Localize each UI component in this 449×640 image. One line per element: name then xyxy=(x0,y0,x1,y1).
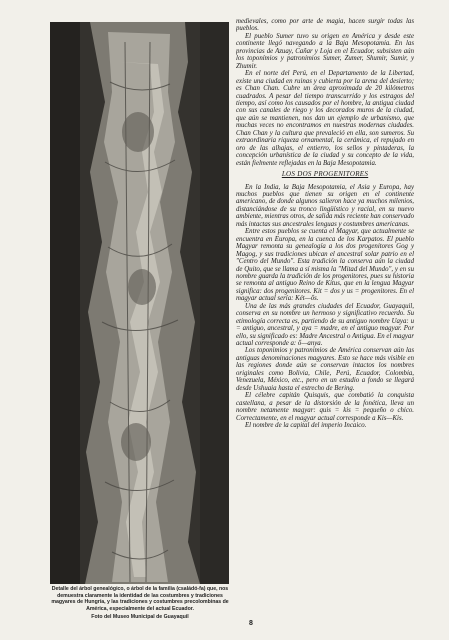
paragraph: El nombre de la capital del imperio Incaico. xyxy=(245,422,367,430)
paragraph: El pueblo Sumer tuvo su origen en América y desde este continente llegó navegando a la Baja Mesopotamia. En las provincias de Azuay, Cañar y Loja en el Ecuador, subsisten aún los toponímios y patronimios Sumer, Zumer, Shumir, Sumir, y Zhumir. xyxy=(236,32,414,70)
paragraph: medievales, como por arte de magia, hacen surgir todas las pueblos. xyxy=(236,18,414,33)
paragraph: En el norte del Perú, en el Departamento de la Libertad, existe una ciudad en ruinas y cubierta por la arena del desierto; es Chan Chan. Cubre un área aproximada de 20 kilómetros cuadrados. A pesar del tiempo transcurrido y los estragos del tiempo, así como los causados por el hombre, la antigua ciudad con sus canales de riego y los decorados muros de la ciudad, que aún se mantienen, nos dan un ejemplo de urbanismo, que muchas veces no encontramos en nuestras modernas ciudades. Chan Chan y la cultura que prevaleció en ella, son sumeros. Su extraordinaria riqueza ornamental, la cerámica, el repujado en oro de las alhajas, el entierro, los sellos y pintaderas, la concepción urbanística de la ciudad y su concepto de la vida, están fielmente reflejadas en la Baja Mesopotamia. xyxy=(236,70,414,167)
page-number: 8 xyxy=(249,620,253,627)
photo-credit: Foto del Museo Municipal de Guayaquil xyxy=(91,614,189,621)
article-column xyxy=(236,18,414,618)
carved-tree-trunk-image xyxy=(50,22,229,584)
paragraph: El célebre capitán Quisquis, que combatió la conquista castellana, a pesar de la distorsión de la fonética, lleva un nombre netamente magyar: quis = kis = pequeño o chico. Correctamente, en el magyar actual corresponde a Kis—Kis. xyxy=(236,392,414,422)
caption-text: Detalle del árbol genealógico, o árbol de la familia (családó-fa) que, nos demuestra claramente la identidad de las costumbres y tradiciones magyares de Hungría, y las tradiciones y costumbres precolombinas de América, especialmente del actual Ecuador. xyxy=(51,586,229,612)
section-heading: LOS DOS PROGENITORES xyxy=(281,170,369,179)
paragraph: Los toponimios y patronimios de América conservan aún las antiguas denominaciones magyares. Esto se hace más visible en las regiones donde aún se conservan intactos los nombres originales como Bolivia, Chile, Perú, Ecuador, Colombia, Venezuela, México, etc., pero en un estudio a fondo se llegará desde Ushuaia hasta el estrecho de Bering. xyxy=(236,347,414,392)
genealogical-tree-photo xyxy=(50,22,229,584)
photo-caption xyxy=(50,586,230,621)
paragraph: En la India, la Baja Mesopotamia, el Asia y Europa, hay muchos pueblos que tienen su origen en el continente americano, de donde algunos salieron hace ya muchos milenios, distanciándose de su tronco lingüístico y racial, en su nuevo ambiente, mientras otros, de salida más reciente han conservado más intactas sus ancestrales lenguas y costumbres americanas. xyxy=(236,183,414,228)
paragraph: Entre estos pueblos se cuenta el Magyar, que actualmente se encuentra en Europa, en la cuenca de los Karpatos. El pueblo Magyar remonta su genealogía a los dos progenitores Gog y Magog, y sus tradiciones ubican el ancestral solar patrio en el "Centro del Mundo". Esta tradición la conserva aún la ciudad de Quito, que se llama a sí misma la "Mitad del Mundo", y en su nombre guarda la tradición de los progenitores, pues su historia se remonta al antiguo Reino de Kitus, que en la lengua Magyar significa: dos progenitores. Kit = dos y us = progenitores. En el magyar actual sería: Két—ős. xyxy=(236,228,414,303)
paragraph: Una de las más grandes ciudades del Ecuador, Guayaquil, conserva en su nombre un hermoso y significativo recuerdo. Su etimología correcta es, partiendo de su antiguo nombre Uaya: u = antiguo, ancestral, y aya = madre, en el antiguo magyar. Por ello, su significado es: Madre Ancestral o Antigua. En el magyar actual corresponde a: ő—anya. xyxy=(236,302,414,348)
